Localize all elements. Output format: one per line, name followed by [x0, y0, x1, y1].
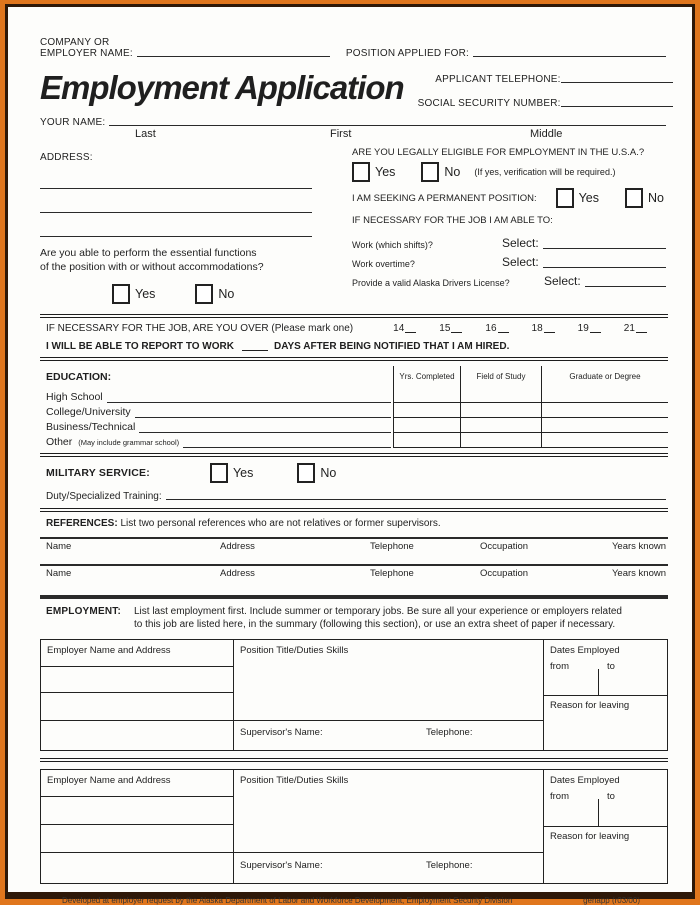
eligible-no-label: No: [444, 165, 461, 179]
age-options: [393, 323, 648, 334]
footer: [40, 896, 668, 905]
divider: [543, 826, 667, 827]
reason-for-leaving-label: Reason for leaving: [550, 831, 630, 842]
age-15[interactable]: 15: [439, 323, 451, 334]
employment-block-1[interactable]: [40, 639, 668, 751]
supervisor-name-label: Supervisor's Name:: [240, 727, 323, 738]
application-form-page: [5, 4, 695, 905]
accommodations-question: [40, 246, 312, 274]
ssn-label: SOCIAL SECURITY NUMBER:: [417, 98, 561, 109]
education-cell[interactable]: [460, 403, 541, 418]
military-label: MILITARY SERVICE:: [46, 467, 150, 479]
education-cell[interactable]: [393, 403, 460, 418]
permanent-yes-checkbox[interactable]: [556, 188, 574, 208]
company-name-label: [40, 37, 133, 59]
from-label: from: [550, 791, 569, 802]
shifts-question: Work (which shifts)?: [352, 240, 433, 250]
dates-from-to-divider: [598, 799, 599, 826]
education-row-college: [40, 403, 393, 418]
divider: [543, 695, 667, 696]
address-eligibility-section: [40, 147, 668, 304]
eligibility-column: [312, 147, 668, 304]
your-name-row: [40, 117, 668, 128]
header-row: [40, 37, 668, 59]
shifts-select-field[interactable]: [543, 247, 666, 249]
permanent-question: I AM SEEKING A PERMANENT POSITION:: [352, 192, 537, 204]
employer-field-line[interactable]: [41, 824, 233, 825]
education-row-other: [40, 433, 393, 448]
age-19[interactable]: 19: [577, 323, 589, 334]
company-label-line1: COMPANY OR: [40, 37, 110, 48]
education-cell[interactable]: [460, 433, 541, 448]
ref-years-label: Years known: [611, 541, 666, 552]
accommodations-answer: [112, 284, 312, 304]
report-text-after: DAYS AFTER BEING NOTIFIED THAT I AM HIRED.: [273, 341, 510, 352]
to-label: to: [607, 661, 615, 672]
reference-columns: [40, 541, 668, 552]
from-label: from: [550, 661, 569, 672]
supervisor-telephone-label: Telephone:: [426, 727, 473, 738]
divider: [233, 720, 543, 721]
employment-intro-line1: List last employment first. Include summer or temporary jobs. Be sure all your experience or employers related: [134, 606, 622, 617]
name-first-label: First: [330, 128, 352, 140]
employer-field-line[interactable]: [41, 852, 233, 853]
ref-occupation-label: Occupation: [480, 541, 529, 552]
education-col-degree: Graduate or Degree: [541, 366, 668, 388]
title-right-fields: [404, 61, 673, 109]
age-question: IF NECESSARY FOR THE JOB, ARE YOU OVER (Please mark one): [46, 323, 354, 334]
divider: [40, 314, 668, 318]
address-field-1[interactable]: [40, 165, 312, 189]
ref-occupation-label: Occupation: [480, 568, 529, 579]
references-intro: [46, 518, 668, 529]
shifts-select-row: [352, 231, 668, 250]
ssn-field[interactable]: [561, 105, 673, 107]
dates-employed-label: Dates Employed: [550, 645, 620, 656]
position-applied-field[interactable]: [473, 55, 666, 57]
address-field-2[interactable]: [40, 189, 312, 213]
ref-name-label: Name: [46, 541, 72, 552]
employment-label: EMPLOYMENT:: [46, 606, 121, 617]
your-name-label: YOUR NAME:: [40, 117, 106, 128]
education-cell[interactable]: [541, 433, 668, 448]
able-to-label: IF NECESSARY FOR THE JOB I AM ABLE TO:: [352, 215, 553, 226]
position-applied-label: POSITION APPLIED FOR:: [345, 48, 469, 59]
reference-columns: [40, 568, 668, 579]
eligible-yes-label: Yes: [375, 165, 396, 179]
education-row-label: High School: [46, 391, 103, 403]
eligible-answer-row: [352, 162, 668, 182]
footer-form-number: genapp (r03/00): [583, 896, 640, 905]
education-col-yrs: Yrs. Completed: [393, 366, 460, 388]
education-cell[interactable]: [460, 388, 541, 403]
duty-training-label: Duty/Specialized Training:: [46, 491, 162, 502]
education-cell[interactable]: [541, 418, 668, 433]
verification-note: (If yes, verification will be required.): [474, 167, 616, 177]
employer-name-label: Employer Name and Address: [47, 645, 171, 656]
education-cell[interactable]: [460, 418, 541, 433]
drivers-license-select-field[interactable]: [585, 285, 666, 287]
divider: [40, 453, 668, 457]
references-label: REFERENCES:: [46, 518, 118, 529]
accommodations-yes-label: Yes: [135, 287, 156, 301]
ref-address-label: Address: [220, 541, 255, 552]
permanent-position-row: [352, 188, 668, 208]
age-16[interactable]: 16: [485, 323, 497, 334]
age-question-row: [46, 323, 668, 334]
eligible-yes-checkbox[interactable]: [352, 162, 370, 182]
education-row-label: Other: [46, 436, 73, 448]
address-label: ADDRESS:: [40, 152, 93, 163]
military-yes-label: Yes: [232, 466, 254, 480]
duty-training-row: [46, 491, 668, 502]
shifts-select-label: Select:: [502, 236, 539, 250]
divider: [40, 508, 668, 512]
company-label-line2: EMPLOYER NAME:: [40, 48, 133, 59]
ref-years-label: Years known: [611, 568, 666, 579]
drivers-license-question: Provide a valid Alaska Drivers License?: [352, 278, 510, 288]
eligible-no-checkbox[interactable]: [421, 162, 439, 182]
divider: [40, 357, 668, 361]
employer-field-line[interactable]: [41, 720, 233, 721]
your-name-field[interactable]: [109, 124, 666, 126]
position-title-label: Position Title/Duties Skills: [240, 775, 349, 786]
divider: [233, 640, 234, 750]
divider: [40, 595, 668, 599]
supervisor-telephone-label: Telephone:: [426, 860, 473, 871]
report-text-before: I WILL BE ABLE TO REPORT TO WORK: [46, 341, 234, 352]
duty-training-field[interactable]: [166, 498, 666, 500]
military-yes-checkbox[interactable]: [210, 463, 228, 483]
name-part-labels: [40, 128, 668, 143]
accommodations-question-line1: Are you able to perform the essential functions: [40, 247, 257, 259]
ref-address-label: Address: [220, 568, 255, 579]
accommodations-no-label: No: [218, 287, 235, 301]
education-row-label: Business/Technical: [46, 421, 136, 433]
overtime-select-field[interactable]: [543, 266, 666, 268]
accommodations-question-line2: of the position with or without accommodations?: [40, 261, 264, 273]
overtime-question: Work overtime?: [352, 259, 415, 269]
permanent-no-checkbox[interactable]: [625, 188, 643, 208]
position-title-label: Position Title/Duties Skills: [240, 645, 349, 656]
permanent-yes-label: Yes: [578, 191, 600, 205]
education-row-label: College/University: [46, 406, 131, 418]
employment-intro: [46, 605, 668, 631]
education-cell[interactable]: [393, 433, 460, 448]
overtime-select-label: Select:: [502, 255, 539, 269]
reason-for-leaving-label: Reason for leaving: [550, 700, 630, 711]
age-14[interactable]: 14: [393, 323, 405, 334]
report-to-work-row: [46, 341, 668, 352]
footer-credit: Developed at employer request by the Alaska Department of Labor and Workforce Development, Employment Security Division: [62, 896, 513, 905]
drivers-license-select-label: Select:: [544, 274, 581, 288]
education-label: EDUCATION:: [46, 371, 112, 383]
education-col-field: Field of Study: [460, 366, 541, 388]
name-last-label: Last: [135, 128, 156, 140]
employer-field-line[interactable]: [41, 692, 233, 693]
military-service-row: [46, 463, 668, 483]
education-cell[interactable]: [541, 388, 668, 403]
education-cell[interactable]: [541, 403, 668, 418]
employer-field-line[interactable]: [41, 796, 233, 797]
education-cell[interactable]: [393, 418, 460, 433]
eligible-question: ARE YOU LEGALLY ELIGIBLE FOR EMPLOYMENT IN THE U.S.A.?: [352, 147, 645, 158]
education-row-business: [40, 418, 393, 433]
education-cell[interactable]: [393, 388, 460, 403]
age-18[interactable]: 18: [531, 323, 543, 334]
age-21[interactable]: 21: [623, 323, 635, 334]
ref-name-label: Name: [46, 568, 72, 579]
overtime-select-row: [352, 250, 668, 269]
permanent-no-label: No: [648, 191, 664, 205]
dates-from-to-divider: [598, 669, 599, 695]
divider: [233, 852, 543, 853]
ref-telephone-label: Telephone: [370, 541, 414, 552]
employment-block-2[interactable]: [40, 769, 668, 884]
report-days-field[interactable]: [242, 349, 268, 351]
employment-intro-line2: to this job are listed here, in the summary (following this section), or use an extra sheet of paper if necessary.: [134, 619, 616, 630]
employer-field-line[interactable]: [41, 666, 233, 667]
accommodations-no-checkbox[interactable]: [195, 284, 213, 304]
references-intro-text: List two personal references who are not relatives or former supervisors.: [120, 518, 441, 529]
supervisor-name-label: Supervisor's Name:: [240, 860, 323, 871]
education-field[interactable]: [183, 446, 391, 448]
education-other-note: (May include grammar school): [78, 438, 180, 447]
divider: [40, 758, 668, 762]
accommodations-yes-checkbox[interactable]: [112, 284, 130, 304]
title-row: [40, 61, 668, 109]
employment-intro-text: [134, 605, 622, 631]
telephone-field[interactable]: [561, 81, 673, 83]
drivers-license-select-row: [352, 269, 668, 288]
ref-telephone-label: Telephone: [370, 568, 414, 579]
dates-employed-label: Dates Employed: [550, 775, 620, 786]
military-no-checkbox[interactable]: [297, 463, 315, 483]
reference-row[interactable]: [40, 564, 668, 591]
reference-row[interactable]: [40, 537, 668, 564]
divider: [233, 770, 234, 883]
to-label: to: [607, 791, 615, 802]
telephone-label: APPLICANT TELEPHONE:: [435, 74, 561, 85]
education-table: [40, 366, 668, 448]
address-field-3[interactable]: [40, 213, 312, 237]
military-no-label: No: [320, 466, 337, 480]
education-row-highschool: [40, 388, 393, 403]
employer-name-label: Employer Name and Address: [47, 775, 171, 786]
address-column: [40, 147, 312, 304]
name-middle-label: Middle: [530, 128, 563, 140]
form-title: Employment Application: [40, 69, 404, 106]
company-name-field[interactable]: [137, 55, 330, 57]
